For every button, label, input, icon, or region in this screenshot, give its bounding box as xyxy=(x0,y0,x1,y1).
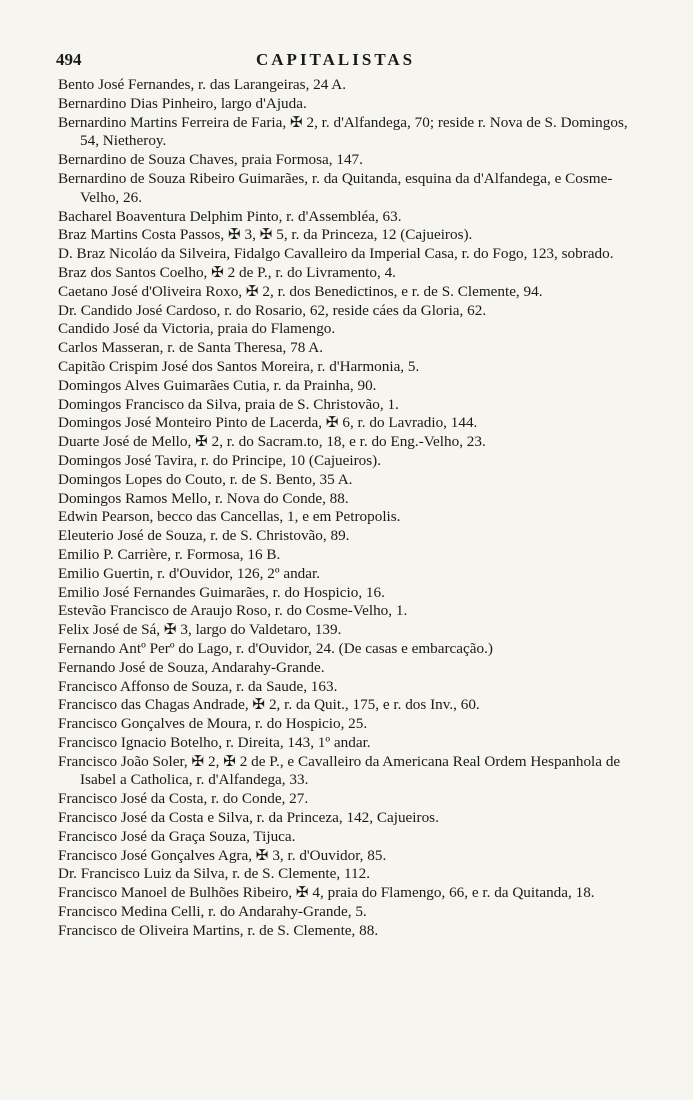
directory-entry: Francisco João Soler, ✠ 2, ✠ 2 de P., e Cavalleiro da Americana Real Ordem Hespanhola de Isabel a Catholica, r. d'Alfandega, 33. xyxy=(58,752,621,789)
directory-entry: Candido José da Victoria, praia do Flamengo. xyxy=(58,320,336,338)
directory-entry: Caetano José d'Oliveira Roxo, ✠ 2, r. dos Benedictinos, e r. de S. Clemente, 94. xyxy=(58,282,543,300)
directory-entry: Domingos Lopes do Couto, r. de S. Bento, 35 A. xyxy=(58,470,353,488)
directory-entry: Eleuterio José de Souza, r. de S. Christovão, 89. xyxy=(58,527,350,545)
directory-entry: Domingos José Monteiro Pinto de Lacerda, ✠ 6, r. do Lavradio, 144. xyxy=(58,414,478,432)
directory-entry: Bernardino de Souza Chaves, praia Formosa, 147. xyxy=(58,151,363,169)
directory-entry: Bento José Fernandes, r. das Larangeiras, 24 A. xyxy=(58,76,347,93)
page-header xyxy=(56,50,656,74)
directory-entry: Bernardino Martins Ferreira de Faria, ✠ 2, r. d'Alfandega, 70; reside r. Nova de S. Domingos, 54, Nietheroy. xyxy=(58,113,628,150)
directory-entry: Francisco Manoel de Bulhões Ribeiro, ✠ 4, praia do Flamengo, 66, e r. da Quitanda, 18. xyxy=(58,884,595,902)
directory-entry: Francisco Ignacio Botelho, r. Direita, 143, 1º andar. xyxy=(58,733,371,751)
directory-entry: Francisco José da Costa e Silva, r. da Princeza, 142, Cajueiros. xyxy=(58,809,439,827)
directory-entry: Dr. Francisco Luiz da Silva, r. de S. Clemente, 112. xyxy=(58,865,370,883)
directory-entry: Francisco Gonçalves de Moura, r. do Hospicio, 25. xyxy=(58,715,368,733)
directory-entry: Francisco Affonso de Souza, r. da Saude, 163. xyxy=(58,677,338,695)
directory-entry: Braz Martins Costa Passos, ✠ 3, ✠ 5, r. da Princeza, 12 (Cajueiros). xyxy=(58,226,473,244)
directory-entry: Estevão Francisco de Araujo Roso, r. do Cosme-Velho, 1. xyxy=(58,602,408,620)
directory-entry: Bernardino Dias Pinheiro, largo d'Ajuda. xyxy=(58,94,307,112)
directory-entry: Bernardino de Souza Ribeiro Guimarães, r. da Quitanda, esquina da d'Alfandega, e Cosme-Velho, 26. xyxy=(58,169,613,206)
directory-entry: Duarte José de Mello, ✠ 2, r. do Sacram.to, 18, e r. do Eng.-Velho, 23. xyxy=(58,433,486,451)
page-number: 494 xyxy=(56,50,82,69)
directory-entry: Francisco José Gonçalves Agra, ✠ 3, r. d'Ouvidor, 85. xyxy=(58,846,387,864)
directory-entry: Emilio P. Carrière, r. Formosa, 16 B. xyxy=(58,545,281,563)
directory-entry: Fernando Antº Perº do Lago, r. d'Ouvidor, 24. (De casas e embarcação.) xyxy=(58,639,493,657)
directory-entry: D. Braz Nicoláo da Silveira, Fidalgo Cavalleiro da Imperial Casa, r. do Fogo, 123, sobrado. xyxy=(58,245,614,263)
entry-list xyxy=(58,76,628,941)
directory-entry: Francisco José da Graça Souza, Tijuca. xyxy=(58,827,296,845)
directory-entry: Domingos Alves Guimarães Cutia, r. da Prainha, 90. xyxy=(58,376,377,394)
directory-entry: Felix José de Sá, ✠ 3, largo do Valdetaro, 139. xyxy=(58,621,342,639)
directory-entry: Francisco José da Costa, r. do Conde, 27. xyxy=(58,790,309,808)
page-title: CAPITALISTAS xyxy=(256,50,416,69)
directory-entry: Braz dos Santos Coelho, ✠ 2 de P., r. do Livramento, 4. xyxy=(58,263,396,281)
directory-entry: Fernando José de Souza, Andarahy-Grande. xyxy=(58,658,325,676)
directory-entry: Domingos José Tavira, r. do Principe, 10 (Cajueiros). xyxy=(58,451,382,469)
directory-entry: Capitão Crispim José dos Santos Moreira, r. d'Harmonia, 5. xyxy=(58,357,420,375)
directory-entry: Francisco de Oliveira Martins, r. de S. Clemente, 88. xyxy=(58,921,379,939)
directory-entry: Edwin Pearson, becco das Cancellas, 1, e em Petropolis. xyxy=(58,508,401,526)
directory-entry: Francisco Medina Celli, r. do Andarahy-Grande, 5. xyxy=(58,903,367,921)
directory-entry: Francisco das Chagas Andrade, ✠ 2, r. da Quit., 175, e r. dos Inv., 60. xyxy=(58,696,480,714)
directory-entry: Emilio José Fernandes Guimarães, r. do Hospicio, 16. xyxy=(58,583,385,601)
directory-entry: Carlos Masseran, r. de Santa Theresa, 78 A. xyxy=(58,339,324,357)
directory-entry: Dr. Candido José Cardoso, r. do Rosario, 62, reside cáes da Gloria, 62. xyxy=(58,301,487,319)
directory-entry: Domingos Francisco da Silva, praia de S. Christovão, 1. xyxy=(58,395,399,413)
directory-entry: Domingos Ramos Mello, r. Nova do Conde, 88. xyxy=(58,489,349,507)
directory-entry: Bacharel Boaventura Delphim Pinto, r. d'Assembléa, 63. xyxy=(58,207,402,225)
directory-entry: Emilio Guertin, r. d'Ouvidor, 126, 2º andar. xyxy=(58,564,321,582)
